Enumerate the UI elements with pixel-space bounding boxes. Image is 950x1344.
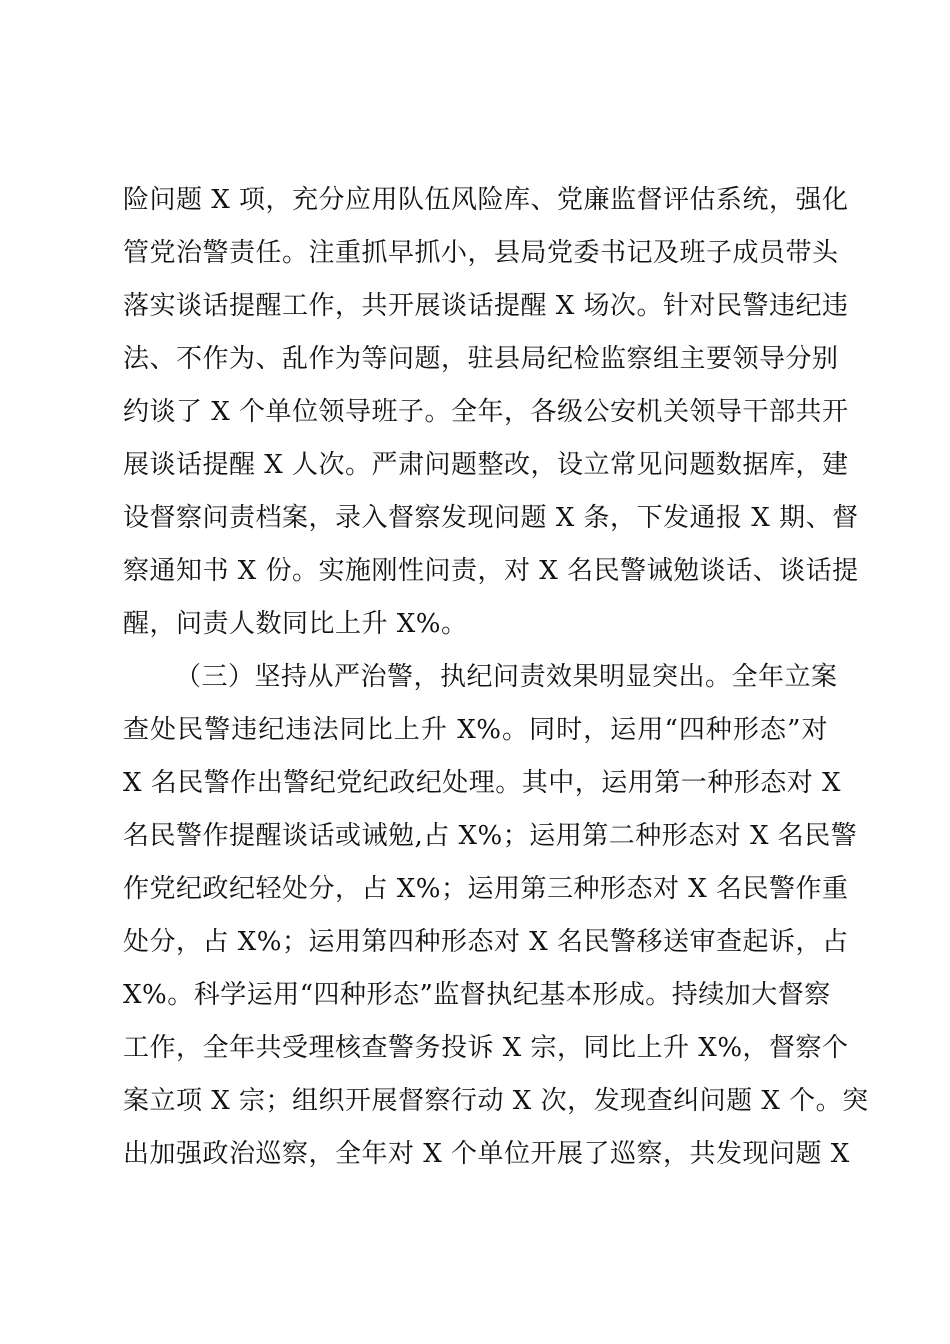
- text-line: 约谈了 X 个单位领导班子。全年，各级公安机关领导干部共开: [123, 397, 849, 427]
- text-line: 醒，问责人数同比上升 X%。: [123, 609, 468, 639]
- text-line: 设督察问责档案，录入督察发现问题 X 条，下发通报 X 期、督: [123, 503, 859, 533]
- text-line: 法、不作为、乱作为等问题，驻县局纪检监察组主要领导分别: [123, 344, 839, 374]
- text-line: 管党治警责任。注重抓早抓小，县局党委书记及班子成员带头: [123, 238, 839, 268]
- text-line: 案立项 X 宗；组织开展督察行动 X 次，发现查纠问题 X 个。突: [123, 1086, 869, 1116]
- text-line: X%。科学运用“四种形态”监督执纪基本形成。持续加大督察: [123, 980, 831, 1010]
- text-line: 落实谈话提醒工作，共开展谈话提醒 X 场次。针对民警违纪违: [123, 291, 849, 321]
- text-line: 查处民警违纪违法同比上升 X%。同时，运用“四种形态”对: [123, 715, 828, 745]
- text-line: 作党纪政纪轻处分，占 X%；运用第三种形态对 X 名民警作重: [123, 874, 849, 904]
- text-line: 工作，全年共受理核查警务投诉 X 宗，同比上升 X%，督察个: [123, 1033, 849, 1063]
- text-line: 展谈话提醒 X 人次。严肃问题整改，设立常见问题数据库，建: [123, 450, 849, 480]
- text-line: 名民警作提醒谈话或诫勉,占 X%；运用第二种形态对 X 名民警: [123, 821, 858, 851]
- text-line: X 名民警作出警纪党纪政纪处理。其中，运用第一种形态对 X: [123, 768, 842, 798]
- text-line: 察通知书 X 份。实施刚性问责，对 X 名民警诫勉谈话、谈话提: [123, 556, 859, 586]
- text-line: 险问题 X 项，充分应用队伍风险库、党廉监督评估系统，强化: [123, 185, 849, 215]
- text-line: 出加强政治巡察，全年对 X 个单位开展了巡察，共发现问题 X: [123, 1139, 850, 1169]
- text-line: 处分，占 X%；运用第四种形态对 X 名民警移送审查起诉，占: [123, 927, 849, 957]
- section-heading-line: （三）坚持从严治警，执纪问责效果明显突出。全年立案: [175, 662, 838, 692]
